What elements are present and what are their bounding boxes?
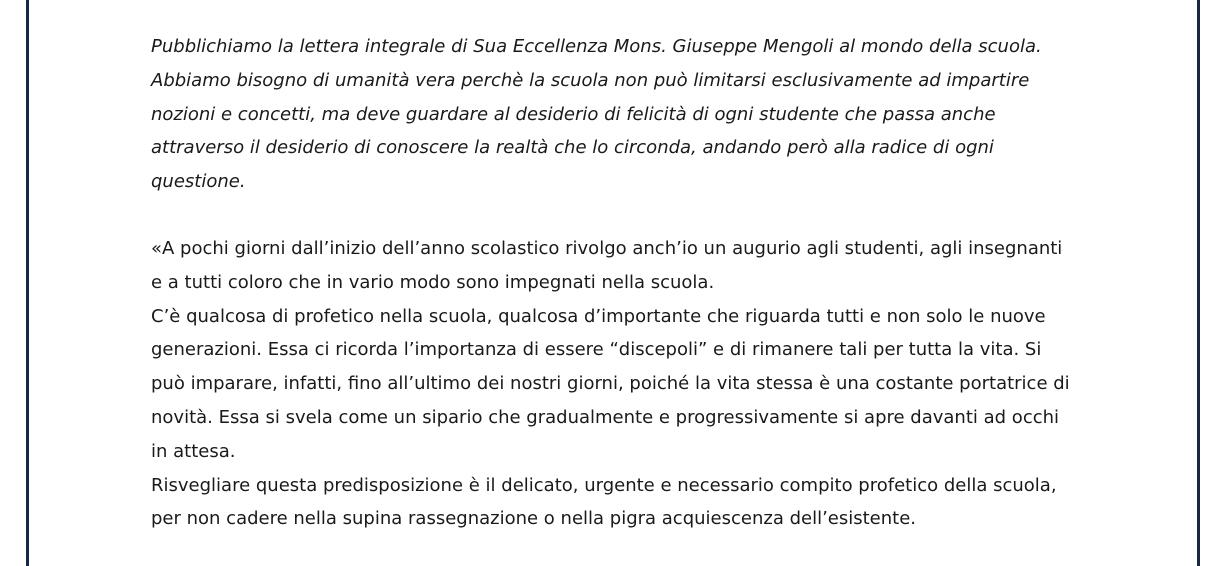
frame-border-right: [1197, 0, 1200, 566]
frame-border-left: [26, 0, 29, 566]
paragraph-spacer: [151, 199, 1081, 232]
article-body: «A pochi giorni dall’inizio dell’anno scolastico rivolgo anch’io un augurio agli studenti, agli insegnanti e a tutti coloro che in vario modo sono impegnati nella scuola. C’è qualcosa di profetico nella scuola, qualcosa d’importante che riguarda tutti e non solo le nuove generazioni. Essa ci ricorda l’importanza di essere “discepoli” e di rimanere tali per tutta la vita. Si può imparare, infatti, fino all’ultimo dei nostri giorni, poiché la vita stessa è una costante portatrice di novità. Essa si svela come un sipario che gradualmente e progressivamente si apre davanti ad occhi in attesa. Risvegliare questa predisposizione è il delicato, urgente e necessario compito profetico della scuola, per non cadere nella supina rassegnazione o nella pigra acquiescenza dell’esistente.: [151, 237, 1070, 530]
article-intro: Pubblichiamo la lettera integrale di Sua Eccellenza Mons. Giuseppe Mengoli al mondo della scuola. Abbiamo bisogno di umanità vera perchè la scuola non può limitarsi esclusivamente ad impartire nozioni e concetti, ma deve guardare al desiderio di felicità di ogni studente che passa anche attraverso il desiderio di conoscere la realtà che lo circonda, andando però alla radice di ogni questione.: [151, 36, 1042, 193]
article-content: [151, 30, 1081, 536]
